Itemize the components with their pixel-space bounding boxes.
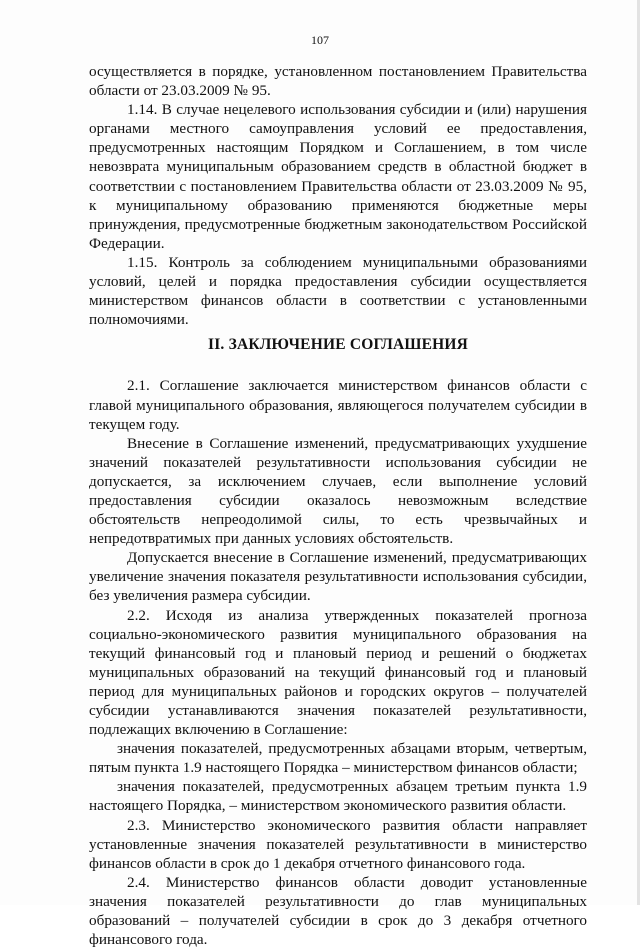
- paragraph-1-15: 1.15. Контроль за соблюдением муниципальными образованиями условий, целей и порядка предоставления субсидии осуществляется министерством финансов области в соответствии с установленными полномочиями.: [89, 253, 587, 329]
- document-body: [89, 62, 587, 949]
- paragraph-2-2: 2.2. Исходя из анализа утвержденных показателей прогноза социально-экономического развития муниципального образования на текущий финансовый год и плановый период и решений о бюджетах муниципальных образований на текущий финансовый год и плановый период для муниципальных районов и городских округов – получателей субсидии устанавливаются значения показателей результативности, подлежащих включению в Соглашение:: [89, 606, 587, 739]
- paragraph-continuation: осуществляется в порядке, установленном постановлением Правительства области от 23.03.2009 № 95.: [89, 63, 587, 100]
- paragraph-1-14: 1.14. В случае нецелевого использования субсидии и (или) нарушения органами местного самоуправления условий ее предоставления, предусмотренных настоящим Порядком и Соглашением, в том числе невозврата муниципальным образованием средств в областной бюджет в соответствии с постановлением Правительства области от 23.03.2009 № 95, к муниципальному образованию применяются бюджетные меры принуждения, предусмотренные бюджетным законодательством Российской Федерации.: [89, 101, 587, 252]
- section-heading: II. ЗАКЛЮЧЕНИЕ СОГЛАШЕНИЯ: [207, 336, 469, 354]
- paragraph-2-1: 2.1. Соглашение заключается министерством финансов области с главой муниципального образования, являющегося получателем субсидии в текущем году.: [89, 377, 587, 433]
- paragraph-finance-ministry-values: значения показателей, предусмотренных абзацами вторым, четвертым, пятым пункта 1.9 настоящего Порядка – министерством финансов области;: [89, 740, 587, 777]
- paragraph-2-3: 2.3. Министерство экономического развития области направляет установленные значения показателей результативности в министерство финансов области в срок до 1 декабря отчетного финансового года.: [89, 816, 587, 872]
- paragraph-amendments-allowed: Допускается внесение в Соглашение изменений, предусматривающих увеличение значения показателя результативности использования субсидии, без увеличения размера субсидии.: [89, 549, 587, 605]
- paragraph-2-4: 2.4. Министерство финансов области доводит установленные значения показателей результативности до глав муниципальных образований – получателей субсидии в срок до 3 декабря отчетного финансового года.: [89, 873, 587, 949]
- page-number: 107: [311, 33, 329, 47]
- paragraph-economy-ministry-values: значения показателей, предусмотренных абзацем третьим пункта 1.9 настоящего Порядка, – министерством экономического развития области.: [89, 778, 587, 815]
- paragraph-amendments-restriction: Внесение в Соглашение изменений, предусматривающих ухудшение значений показателей результативности использования субсидии не допускается, за исключением случаев, если выполнение условий предоставления субсидии оказалось невозможным вследствие обстоятельств непреодолимой силы, то есть чрезвычайных и непредотвратимых при данных условиях обстоятельств.: [89, 434, 587, 548]
